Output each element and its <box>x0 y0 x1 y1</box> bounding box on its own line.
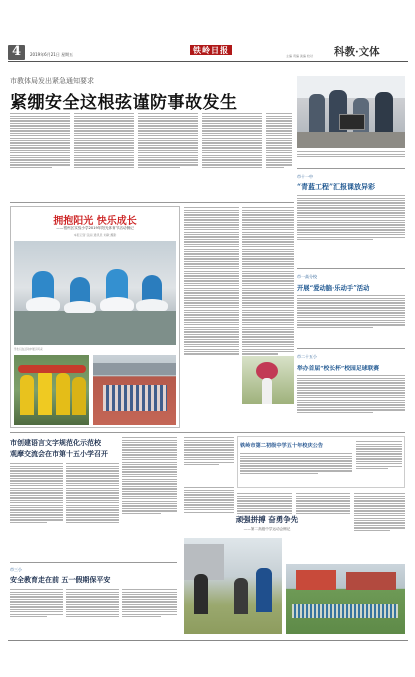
dancer-skirt <box>100 297 134 311</box>
safety-body-col3 <box>122 588 177 634</box>
youth-headline: “青蓝工程”汇报课放异彩 <box>297 182 376 191</box>
lead-body-col3 <box>138 112 198 198</box>
sport-headline: 顽强拼搏 奋勇争先 <box>184 514 350 525</box>
field-building <box>346 572 396 590</box>
lower-body-col4 <box>354 492 405 562</box>
mid-rule <box>10 432 405 433</box>
dancer-skirt <box>26 297 60 311</box>
athletes-photo <box>184 538 282 634</box>
masthead: 铁岭日报 <box>193 45 229 55</box>
school-headline-1: 市创建语言文字规范化示范校 <box>10 438 101 447</box>
school-body-col3 <box>122 436 177 558</box>
footer-rule <box>8 640 408 641</box>
performers-photo <box>14 355 89 425</box>
page-header <box>0 40 415 62</box>
dancer-skirt <box>64 301 96 313</box>
classroom-caption <box>297 150 405 164</box>
lower-body-col2 <box>237 492 292 532</box>
flower-photo <box>242 356 294 404</box>
lead-body-col1 <box>10 112 70 198</box>
school-headline-2: 观摩交流会在市第十五小学召开 <box>10 449 108 458</box>
notice-body <box>240 452 352 486</box>
classroom-photo <box>297 76 405 148</box>
flower-person <box>262 378 272 404</box>
field-building <box>296 570 336 590</box>
cup-body <box>297 374 405 434</box>
brain-body <box>297 294 405 346</box>
lead-bottom-rule <box>10 202 294 203</box>
header-extra: 主编 责编 美编 校对 <box>286 54 313 58</box>
header-rule <box>8 61 408 62</box>
brain-headline: 开展“爱动脑·乐动手”活动 <box>297 285 370 292</box>
cup-headline: 举办首届“校长杯”校园足球联赛 <box>297 366 380 372</box>
school-body-col1 <box>10 462 63 558</box>
lead-kicker: 市教体局发出紧急通知要求 <box>10 77 94 85</box>
athlete <box>194 574 208 614</box>
photo-ground <box>14 311 176 345</box>
photo-screen <box>339 114 365 130</box>
dance-caption: 学生们在活动中展示风采 <box>14 348 43 351</box>
photo-person <box>375 92 393 134</box>
safety-rule <box>10 562 177 563</box>
athlete <box>256 568 272 612</box>
stadium-photo <box>93 355 176 425</box>
right-col-rule <box>297 168 405 169</box>
field-crowd <box>292 604 398 618</box>
feature-body-col1 <box>184 206 239 428</box>
performer <box>20 375 34 415</box>
field-photo <box>286 564 405 634</box>
lead-body-col5 <box>266 112 292 198</box>
notice-side <box>356 440 402 486</box>
feature-subtitle: ——银州区实验小学2019年阳光体育节活动侧记 <box>56 226 134 230</box>
performer-hats <box>18 365 86 373</box>
safety-body-col2 <box>66 588 119 634</box>
school-body-col2 <box>66 462 119 558</box>
rule-cup <box>297 348 405 349</box>
rule-brain <box>297 268 405 269</box>
performer <box>38 369 52 415</box>
lead-body-col2 <box>74 112 134 198</box>
lower-body-col1 <box>184 486 234 532</box>
feature-byline: 本报记者 张丽 通讯员 刘敏 摄影 <box>73 233 117 237</box>
feature-title: 拥抱阳光 快乐成长 <box>53 216 137 227</box>
sport-subtitle: ——第二高级中学运动会侧记 <box>184 527 350 532</box>
athlete <box>234 578 248 614</box>
page-number: 4 <box>11 44 22 59</box>
safety-kicker: 市三小 <box>10 567 22 572</box>
lead-headline: 紧绷安全这根弦谨防事故发生 <box>10 93 238 113</box>
marching-rows <box>103 385 167 411</box>
section-title: 科教·文体 <box>334 46 380 58</box>
safety-headline: 安全教育走在前 五一假期保平安 <box>10 575 111 584</box>
dance-photo <box>14 241 176 345</box>
stadium-stand <box>93 363 176 375</box>
misc-body <box>184 436 234 482</box>
safety-body-col1 <box>10 588 63 634</box>
notice-title: 铁岭市第二初级中学五十年校庆公告 <box>240 443 324 449</box>
lower-body-col3 <box>296 492 350 532</box>
date-line: 2019年6月21日 星期五 <box>30 52 74 57</box>
dancer-skirt <box>136 299 168 311</box>
cup-kicker: 市二十五小 <box>297 354 317 359</box>
brain-kicker: 市一高分校 <box>297 274 317 279</box>
photo-person <box>309 94 325 134</box>
lead-body-col4 <box>202 112 262 198</box>
youth-body <box>297 194 405 264</box>
photo-desk <box>297 132 405 148</box>
performer <box>72 377 86 415</box>
performer <box>56 373 70 415</box>
youth-kicker: 市十一中 <box>297 174 313 179</box>
